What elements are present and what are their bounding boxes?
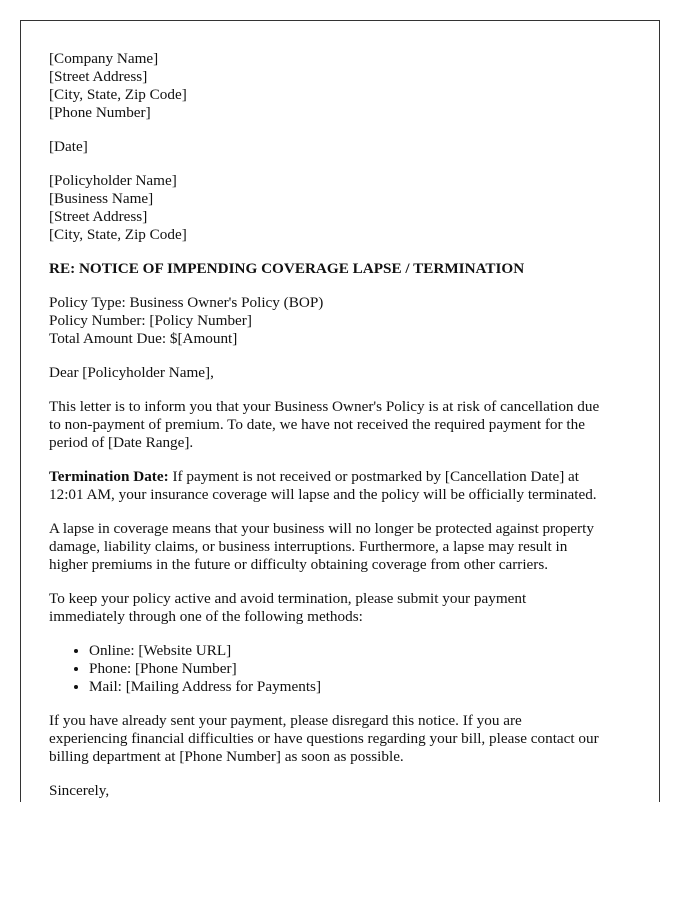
intro-line: This letter is to inform you that your Business Owner's Policy is at risk of cancellation due (49, 398, 600, 415)
closing-line: If you have already sent your payment, please disregard this notice. If you are (49, 712, 522, 729)
termination-text: If payment is not received or postmarked by [Cancellation Date] at (168, 468, 580, 485)
closing-paragraph (49, 712, 639, 766)
intro-line: period of [Date Range]. (49, 434, 194, 451)
salutation (49, 364, 639, 382)
sign-off (49, 782, 639, 800)
termination-paragraph (49, 468, 639, 504)
subject-line: RE: NOTICE OF IMPENDING COVERAGE LAPSE / TERMINATION (49, 260, 525, 277)
termination-line: 12:01 AM, your insurance coverage will lapse and the policy will be officially terminated. (49, 486, 597, 503)
sender-street-address: [Street Address] (49, 68, 148, 85)
total-amount-due: Total Amount Due: $[Amount] (49, 330, 238, 347)
letter-content (49, 50, 639, 802)
lapse-line: damage, liability claims, or business interruptions. Furthermore, a lapse may result in (49, 538, 568, 555)
lapse-paragraph (49, 520, 639, 574)
intro-line: to non-payment of premium. To date, we have not received the required payment for the (49, 416, 585, 433)
sign-off-text: Sincerely, (49, 782, 110, 799)
lapse-line: higher premiums in the future or difficulty obtaining coverage from other carriers. (49, 556, 549, 573)
letter-date: [Date] (49, 138, 88, 155)
recipient-city-state-zip: [City, State, Zip Code] (49, 226, 187, 243)
closing-line: billing department at [Phone Number] as soon as possible. (49, 748, 404, 765)
recipient-business-name: [Business Name] (49, 190, 154, 207)
closing-line: experiencing financial difficulties or have questions regarding your bill, please contact our (49, 730, 599, 747)
sender-address-block (49, 50, 639, 122)
intro-paragraph (49, 398, 639, 452)
payment-method-phone: • Phone: [Phone Number] (89, 660, 639, 678)
action-line: To keep your policy active and avoid termination, please submit your payment (49, 590, 527, 607)
lapse-line: A lapse in coverage means that your business will no longer be protected against property (49, 520, 594, 537)
recipient-address-block (49, 172, 639, 244)
recipient-policyholder-name: [Policyholder Name] (49, 172, 177, 189)
policy-type: Policy Type: Business Owner's Policy (BOP) (49, 294, 324, 311)
sender-city-state-zip: [City, State, Zip Code] (49, 86, 187, 103)
sender-company-name: [Company Name] (49, 50, 159, 67)
salutation-text: Dear [Policyholder Name], (49, 364, 214, 381)
policy-number: Policy Number: [Policy Number] (49, 312, 252, 329)
termination-date-label: Termination Date: (49, 468, 169, 485)
date-block (49, 138, 639, 156)
action-line: immediately through one of the following methods: (49, 608, 363, 625)
payment-methods-list (49, 642, 639, 696)
recipient-street-address: [Street Address] (49, 208, 148, 225)
payment-method-online: • Online: [Website URL] (89, 642, 639, 660)
sender-phone-number: [Phone Number] (49, 104, 151, 121)
policy-details-block (49, 294, 639, 348)
payment-method-mail: • Mail: [Mailing Address for Payments] (89, 678, 639, 696)
action-paragraph (49, 590, 639, 626)
termination-line (49, 468, 639, 486)
letter-page (20, 20, 660, 802)
